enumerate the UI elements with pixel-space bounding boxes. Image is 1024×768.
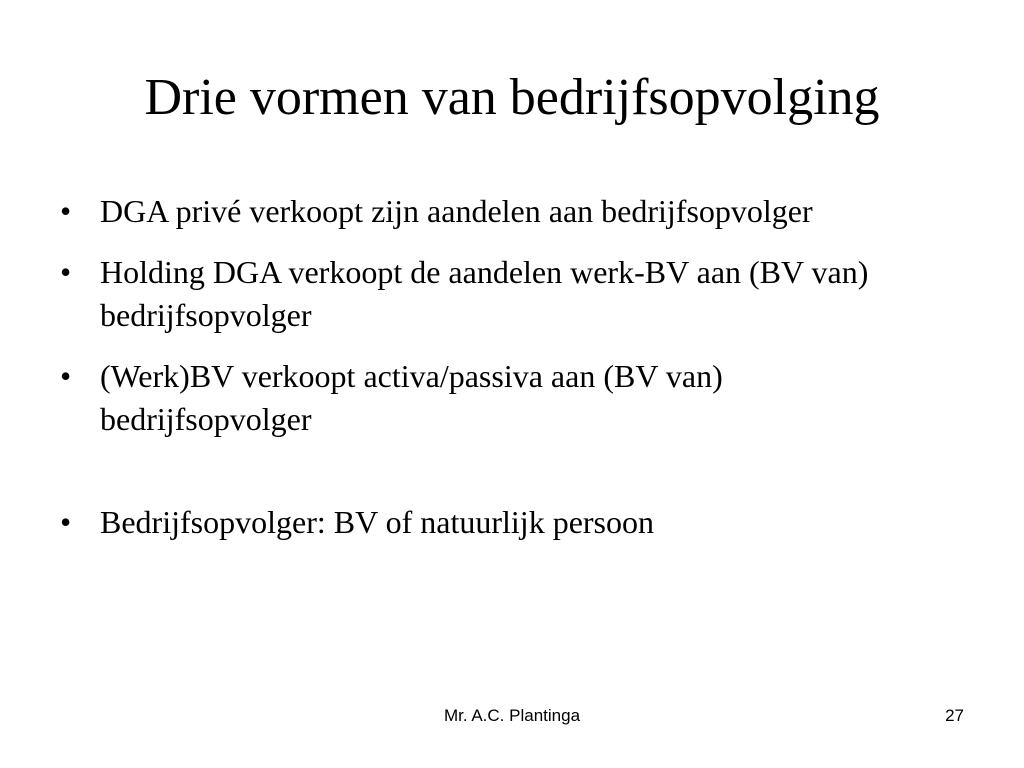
bullet-item (52, 251, 932, 337)
footer-page-number: 27 (945, 706, 964, 725)
bullet-dot-icon: • (60, 193, 72, 229)
bullet-text: DGA privé verkoopt zijn aandelen aan bedrijfsopvolger (100, 193, 813, 229)
bullet-text: Holding DGA verkoopt de aandelen werk-BV aan (BV van) bedrijfsopvolger (100, 254, 869, 333)
footer-author: Mr. A.C. Plantinga (443, 706, 581, 725)
bullet-dot-icon: • (60, 504, 72, 540)
bullet-item (52, 190, 932, 233)
bullet-text: Bedrijfsopvolger: BV of natuurlijk persoon (100, 504, 654, 540)
bullet-text: (Werk)BV verkoopt activa/passiva aan (BV van) bedrijfsopvolger (100, 358, 723, 437)
bullet-item (52, 501, 932, 544)
bullet-dot-icon: • (60, 358, 72, 394)
bullet-item (52, 355, 932, 441)
bullet-list (52, 190, 932, 562)
bullet-dot-icon: • (60, 254, 72, 290)
slide-title: Drie vormen van bedrijfsopvolging (144, 69, 880, 126)
